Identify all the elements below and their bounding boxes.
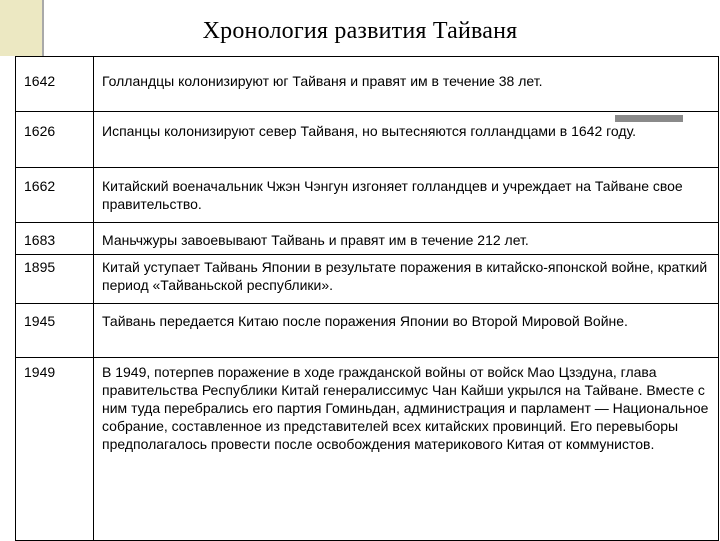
year-cell: 1662 xyxy=(16,168,94,223)
event-cell: Испанцы колонизируют север Тайваня, но вытесняются голландцами в 1642 году. xyxy=(94,112,719,168)
slide-title: Хронология развития Тайваня xyxy=(202,18,518,44)
chronology-table xyxy=(15,56,719,541)
year-cell: 1945 xyxy=(16,304,94,358)
year-cell: 1895 xyxy=(16,255,94,304)
event-cell: Маньчжуры завоевывают Тайвань и правят им в течение 212 лет. xyxy=(94,223,719,255)
event-cell: Китайский военачальник Чжэн Чэнгун изгоняет голландцев и учреждает на Тайване свое правительство. xyxy=(94,168,719,223)
table-row xyxy=(16,57,719,112)
table-row xyxy=(16,168,719,223)
year-cell: 1626 xyxy=(16,112,94,168)
year-cell: 1642 xyxy=(16,57,94,112)
event-cell: В 1949, потерпев поражение в ходе гражданской войны от войск Мао Цзэдуна, глава правительства Республики Китай генералиссимус Чан Кайши укрылся на Тайване. Вместе с ним туда перебрались его партия Гоминьдан, администрация и парламент — Национальное собрание, составленное из представителей всех китайских провинций. Его перевыборы предполагалось провести после освобождения материкового Китая от коммунистов. xyxy=(94,358,719,541)
event-cell: Тайвань передается Китаю после поражения Японии во Второй Мировой Войне. xyxy=(94,304,719,358)
decorative-dash xyxy=(615,115,683,122)
table-row xyxy=(16,255,719,304)
year-cell: 1949 xyxy=(16,358,94,541)
table-row xyxy=(16,304,719,358)
year-cell: 1683 xyxy=(16,223,94,255)
event-cell: Китай уступает Тайвань Японии в результате поражения в китайско-японской войне, краткий период «Тайваньской республики». xyxy=(94,255,719,304)
table-row xyxy=(16,358,719,541)
event-cell: Голландцы колонизируют юг Тайваня и правят им в течение 38 лет. xyxy=(94,57,719,112)
table-row xyxy=(16,223,719,255)
table-row xyxy=(16,112,719,168)
